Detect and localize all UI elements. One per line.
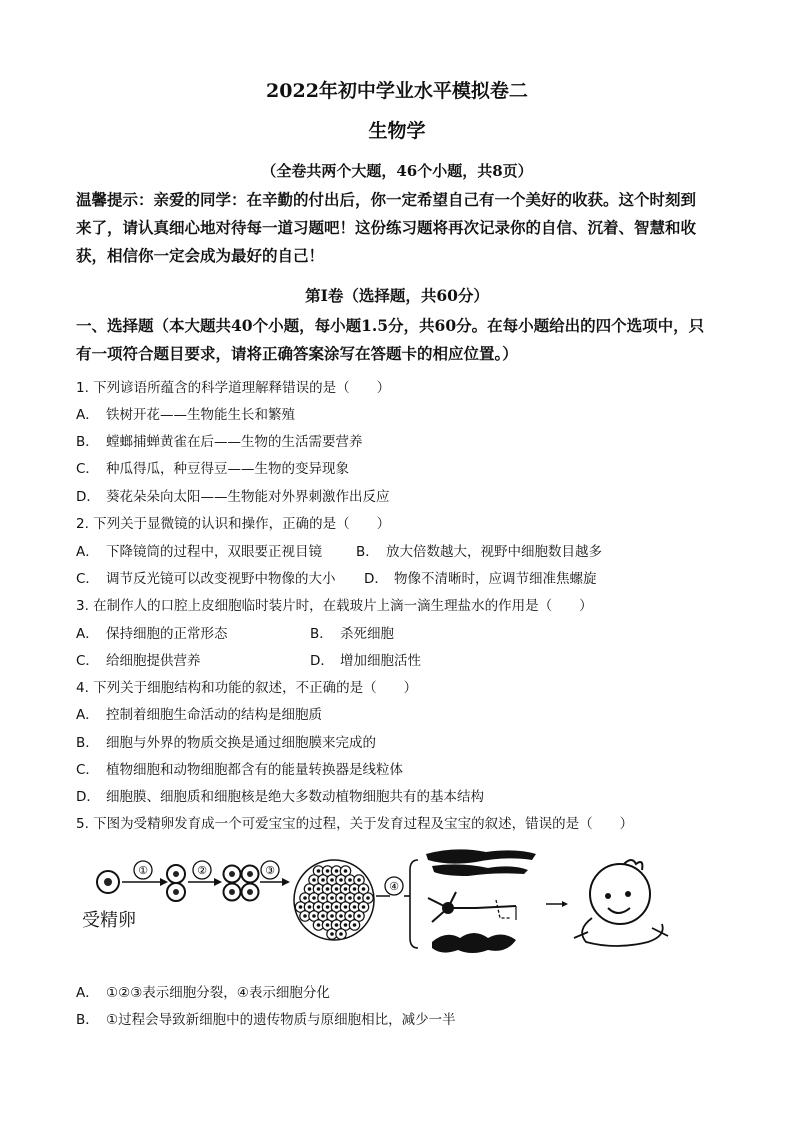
option-letter: D． bbox=[364, 571, 388, 587]
q1-option-b[interactable] bbox=[76, 430, 363, 450]
cluster-cell-nucleus bbox=[321, 896, 325, 900]
cluster-cell-nucleus bbox=[321, 878, 325, 882]
cluster-cell-nucleus bbox=[326, 905, 330, 909]
cluster-cell-nucleus bbox=[317, 869, 321, 873]
option-letter: D． bbox=[76, 789, 100, 805]
development-figure bbox=[76, 846, 676, 966]
question-2-stem: 2. 下列关于显微镜的认识和操作，正确的是（ ） bbox=[76, 516, 391, 532]
fertilized-egg-icon bbox=[97, 871, 119, 893]
option-text: 物像不清晰时，应调节细准焦螺旋 bbox=[394, 571, 597, 587]
egg-label: 受精卵 bbox=[82, 910, 136, 931]
epithelial-tissue-icon bbox=[426, 849, 536, 876]
cluster-cell-nucleus bbox=[312, 878, 316, 882]
nerve-tissue-icon bbox=[428, 892, 516, 922]
option-letter: B． bbox=[356, 544, 379, 560]
cluster-cell-nucleus bbox=[303, 914, 307, 918]
cluster-cell-nucleus bbox=[335, 887, 339, 891]
q2-option-c[interactable] bbox=[76, 567, 336, 587]
cluster-cell-nucleus bbox=[326, 923, 330, 927]
exam-scope: （全卷共两个大题，46个小题，共8页） bbox=[261, 162, 533, 180]
cluster-cell-nucleus bbox=[326, 869, 330, 873]
cluster-cell-nucleus bbox=[339, 932, 343, 936]
option-letter: C． bbox=[76, 571, 99, 587]
cluster-cell-nucleus bbox=[353, 923, 357, 927]
cluster-cell-nucleus bbox=[348, 914, 352, 918]
option-text: 细胞膜、细胞质和细胞核是绝大多数动植物细胞共有的基本结构 bbox=[106, 789, 484, 805]
cluster-cell-nucleus bbox=[312, 896, 316, 900]
warm-tip: 温馨提示：亲爱的同学：在辛勤的付出后，你一定希望自己有一个美好的收获。这个时刻到来了，请认真细心地对待每一道习题吧！这份练习题将再次记录你的自信、沉着、智慧和收获，相信你一定会成为最好的自己！ bbox=[76, 190, 697, 265]
cluster-cell-nucleus bbox=[330, 932, 334, 936]
section-heading: 第Ⅰ卷（选择题，共60分） bbox=[305, 286, 489, 305]
bracket bbox=[410, 860, 418, 948]
two-cell-icon bbox=[167, 865, 185, 901]
q3-option-d[interactable] bbox=[310, 649, 421, 669]
cluster-cell-nucleus bbox=[317, 905, 321, 909]
cluster-cell-nucleus bbox=[362, 905, 366, 909]
cell-cluster-icon bbox=[294, 860, 374, 940]
q4-option-c[interactable] bbox=[76, 758, 403, 778]
cluster-cell-nucleus bbox=[339, 914, 343, 918]
cluster-cell-nucleus bbox=[366, 896, 370, 900]
baby-icon bbox=[574, 860, 668, 946]
cluster-cell-nucleus bbox=[335, 923, 339, 927]
cluster-cell-nucleus bbox=[348, 878, 352, 882]
cluster-cell-nucleus bbox=[339, 878, 343, 882]
cluster-cell-nucleus bbox=[326, 887, 330, 891]
cluster-cell-nucleus bbox=[353, 905, 357, 909]
q3-option-b[interactable] bbox=[310, 622, 394, 642]
option-text: ①过程会导致新细胞中的遗传物质与原细胞相比，减少一半 bbox=[106, 1012, 456, 1028]
option-text: 给细胞提供营养 bbox=[106, 653, 201, 669]
arrow-head bbox=[214, 878, 222, 886]
option-text: 葵花朵朵向太阳——生物能对外界刺激作出反应 bbox=[106, 489, 390, 505]
cluster-cell-nucleus bbox=[299, 905, 303, 909]
cluster-cell-nucleus bbox=[317, 923, 321, 927]
cluster-cell-nucleus bbox=[362, 887, 366, 891]
q2-option-b[interactable] bbox=[356, 540, 602, 560]
cluster-cell-nucleus bbox=[357, 896, 361, 900]
cluster-cell-nucleus bbox=[303, 896, 307, 900]
option-text: 螳螂捕蝉黄雀在后——生物的生活需要营养 bbox=[106, 434, 363, 450]
step-1-label: ① bbox=[138, 864, 148, 877]
option-text: 杀死细胞 bbox=[340, 626, 394, 642]
option-letter: A． bbox=[76, 707, 99, 723]
cluster-cell-nucleus bbox=[344, 887, 348, 891]
q1-option-a[interactable] bbox=[76, 403, 295, 423]
q4-option-d[interactable] bbox=[76, 785, 484, 805]
step-4-label: ④ bbox=[389, 880, 399, 893]
cluster-cell-nucleus bbox=[330, 896, 334, 900]
q4-option-b[interactable] bbox=[76, 731, 376, 751]
option-text: 控制着细胞生命活动的结构是细胞质 bbox=[106, 707, 322, 723]
cluster-cell-nucleus bbox=[357, 914, 361, 918]
option-text: 铁树开花——生物能生长和繁殖 bbox=[106, 407, 295, 423]
cluster-cell-nucleus bbox=[308, 905, 312, 909]
step-3-label: ③ bbox=[265, 864, 275, 877]
cluster-cell-nucleus bbox=[317, 887, 321, 891]
option-text: 细胞与外界的物质交换是通过细胞膜来完成的 bbox=[106, 735, 376, 751]
option-text: 保持细胞的正常形态 bbox=[106, 626, 228, 642]
q3-option-c[interactable] bbox=[76, 649, 201, 669]
question-1-stem: 1. 下列谚语所蕴含的科学道理解释错误的是（ ） bbox=[76, 380, 391, 396]
cluster-cell-nucleus bbox=[308, 887, 312, 891]
option-letter: B． bbox=[76, 735, 99, 751]
cluster-cell-nucleus bbox=[344, 869, 348, 873]
arrow-head bbox=[160, 878, 168, 886]
option-text: 增加细胞活性 bbox=[340, 653, 421, 669]
option-letter: B． bbox=[310, 626, 333, 642]
option-letter: C． bbox=[76, 461, 99, 477]
cluster-cell-nucleus bbox=[344, 905, 348, 909]
q2-option-a[interactable] bbox=[76, 540, 322, 560]
option-letter: A． bbox=[76, 407, 99, 423]
arrow-head bbox=[562, 901, 568, 907]
option-letter: C． bbox=[76, 653, 99, 669]
q3-option-a[interactable] bbox=[76, 622, 228, 642]
cluster-cell-nucleus bbox=[344, 923, 348, 927]
cluster-cell-nucleus bbox=[335, 869, 339, 873]
q1-option-c[interactable] bbox=[76, 457, 349, 477]
exam-title: 2022年初中学业水平模拟卷二 bbox=[266, 80, 528, 102]
option-letter: B． bbox=[76, 434, 99, 450]
q1-option-d[interactable] bbox=[76, 485, 390, 505]
subject-title: 生物学 bbox=[368, 120, 426, 142]
four-cell-icon bbox=[224, 866, 259, 901]
q5-option-b[interactable] bbox=[76, 1008, 456, 1028]
option-letter: B． bbox=[76, 1012, 99, 1028]
cluster-cell-nucleus bbox=[353, 887, 357, 891]
option-letter: D． bbox=[76, 489, 100, 505]
option-text: 放大倍数越大，视野中细胞数目越多 bbox=[386, 544, 602, 560]
question-4-stem: 4. 下列关于细胞结构和功能的叙述，不正确的是（ ） bbox=[76, 680, 418, 696]
cluster-cell-nucleus bbox=[348, 896, 352, 900]
arrow-head bbox=[282, 878, 290, 886]
option-letter: A． bbox=[76, 985, 99, 1001]
option-letter: C． bbox=[76, 762, 99, 778]
option-letter: A． bbox=[76, 544, 99, 560]
cluster-cell-nucleus bbox=[339, 896, 343, 900]
step-2-label: ② bbox=[197, 864, 207, 877]
option-text: 下降镜筒的过程中，双眼要正视目镜 bbox=[106, 544, 322, 560]
option-letter: D． bbox=[310, 653, 334, 669]
cluster-cell-nucleus bbox=[312, 914, 316, 918]
q5-option-a[interactable] bbox=[76, 981, 330, 1001]
muscle-tissue-icon bbox=[432, 933, 516, 953]
q2-option-d[interactable] bbox=[364, 567, 597, 587]
option-text: 调节反光镜可以改变视野中物像的大小 bbox=[106, 571, 336, 587]
option-text: ①②③表示细胞分裂，④表示细胞分化 bbox=[106, 985, 330, 1001]
cluster-cell-nucleus bbox=[330, 878, 334, 882]
cluster-cell-nucleus bbox=[330, 914, 334, 918]
question-3-stem: 3. 在制作人的口腔上皮细胞临时装片时，在载玻片上滴一滴生理盐水的作用是（ ） bbox=[76, 598, 593, 614]
cluster-cell-nucleus bbox=[335, 905, 339, 909]
cluster-cell-nucleus bbox=[321, 914, 325, 918]
option-text: 种瓜得瓜，种豆得豆——生物的变异现象 bbox=[106, 461, 349, 477]
option-text: 植物细胞和动物细胞都含有的能量转换器是线粒体 bbox=[106, 762, 403, 778]
cluster-cell-nucleus bbox=[357, 878, 361, 882]
q4-option-a[interactable] bbox=[76, 703, 322, 723]
option-letter: A． bbox=[76, 626, 99, 642]
question-5-stem: 5. 下图为受精卵发育成一个可爱宝宝的过程，关于发育过程及宝宝的叙述，错误的是（ ） bbox=[76, 816, 634, 832]
section-instruction: 一、选择题（本大题共40个小题，每小题1.5分，共60分。在每小题给出的四个选项中，只有一项符合题目要求，请将正确答案涂写在答题卡的相应位置。） bbox=[76, 316, 705, 363]
